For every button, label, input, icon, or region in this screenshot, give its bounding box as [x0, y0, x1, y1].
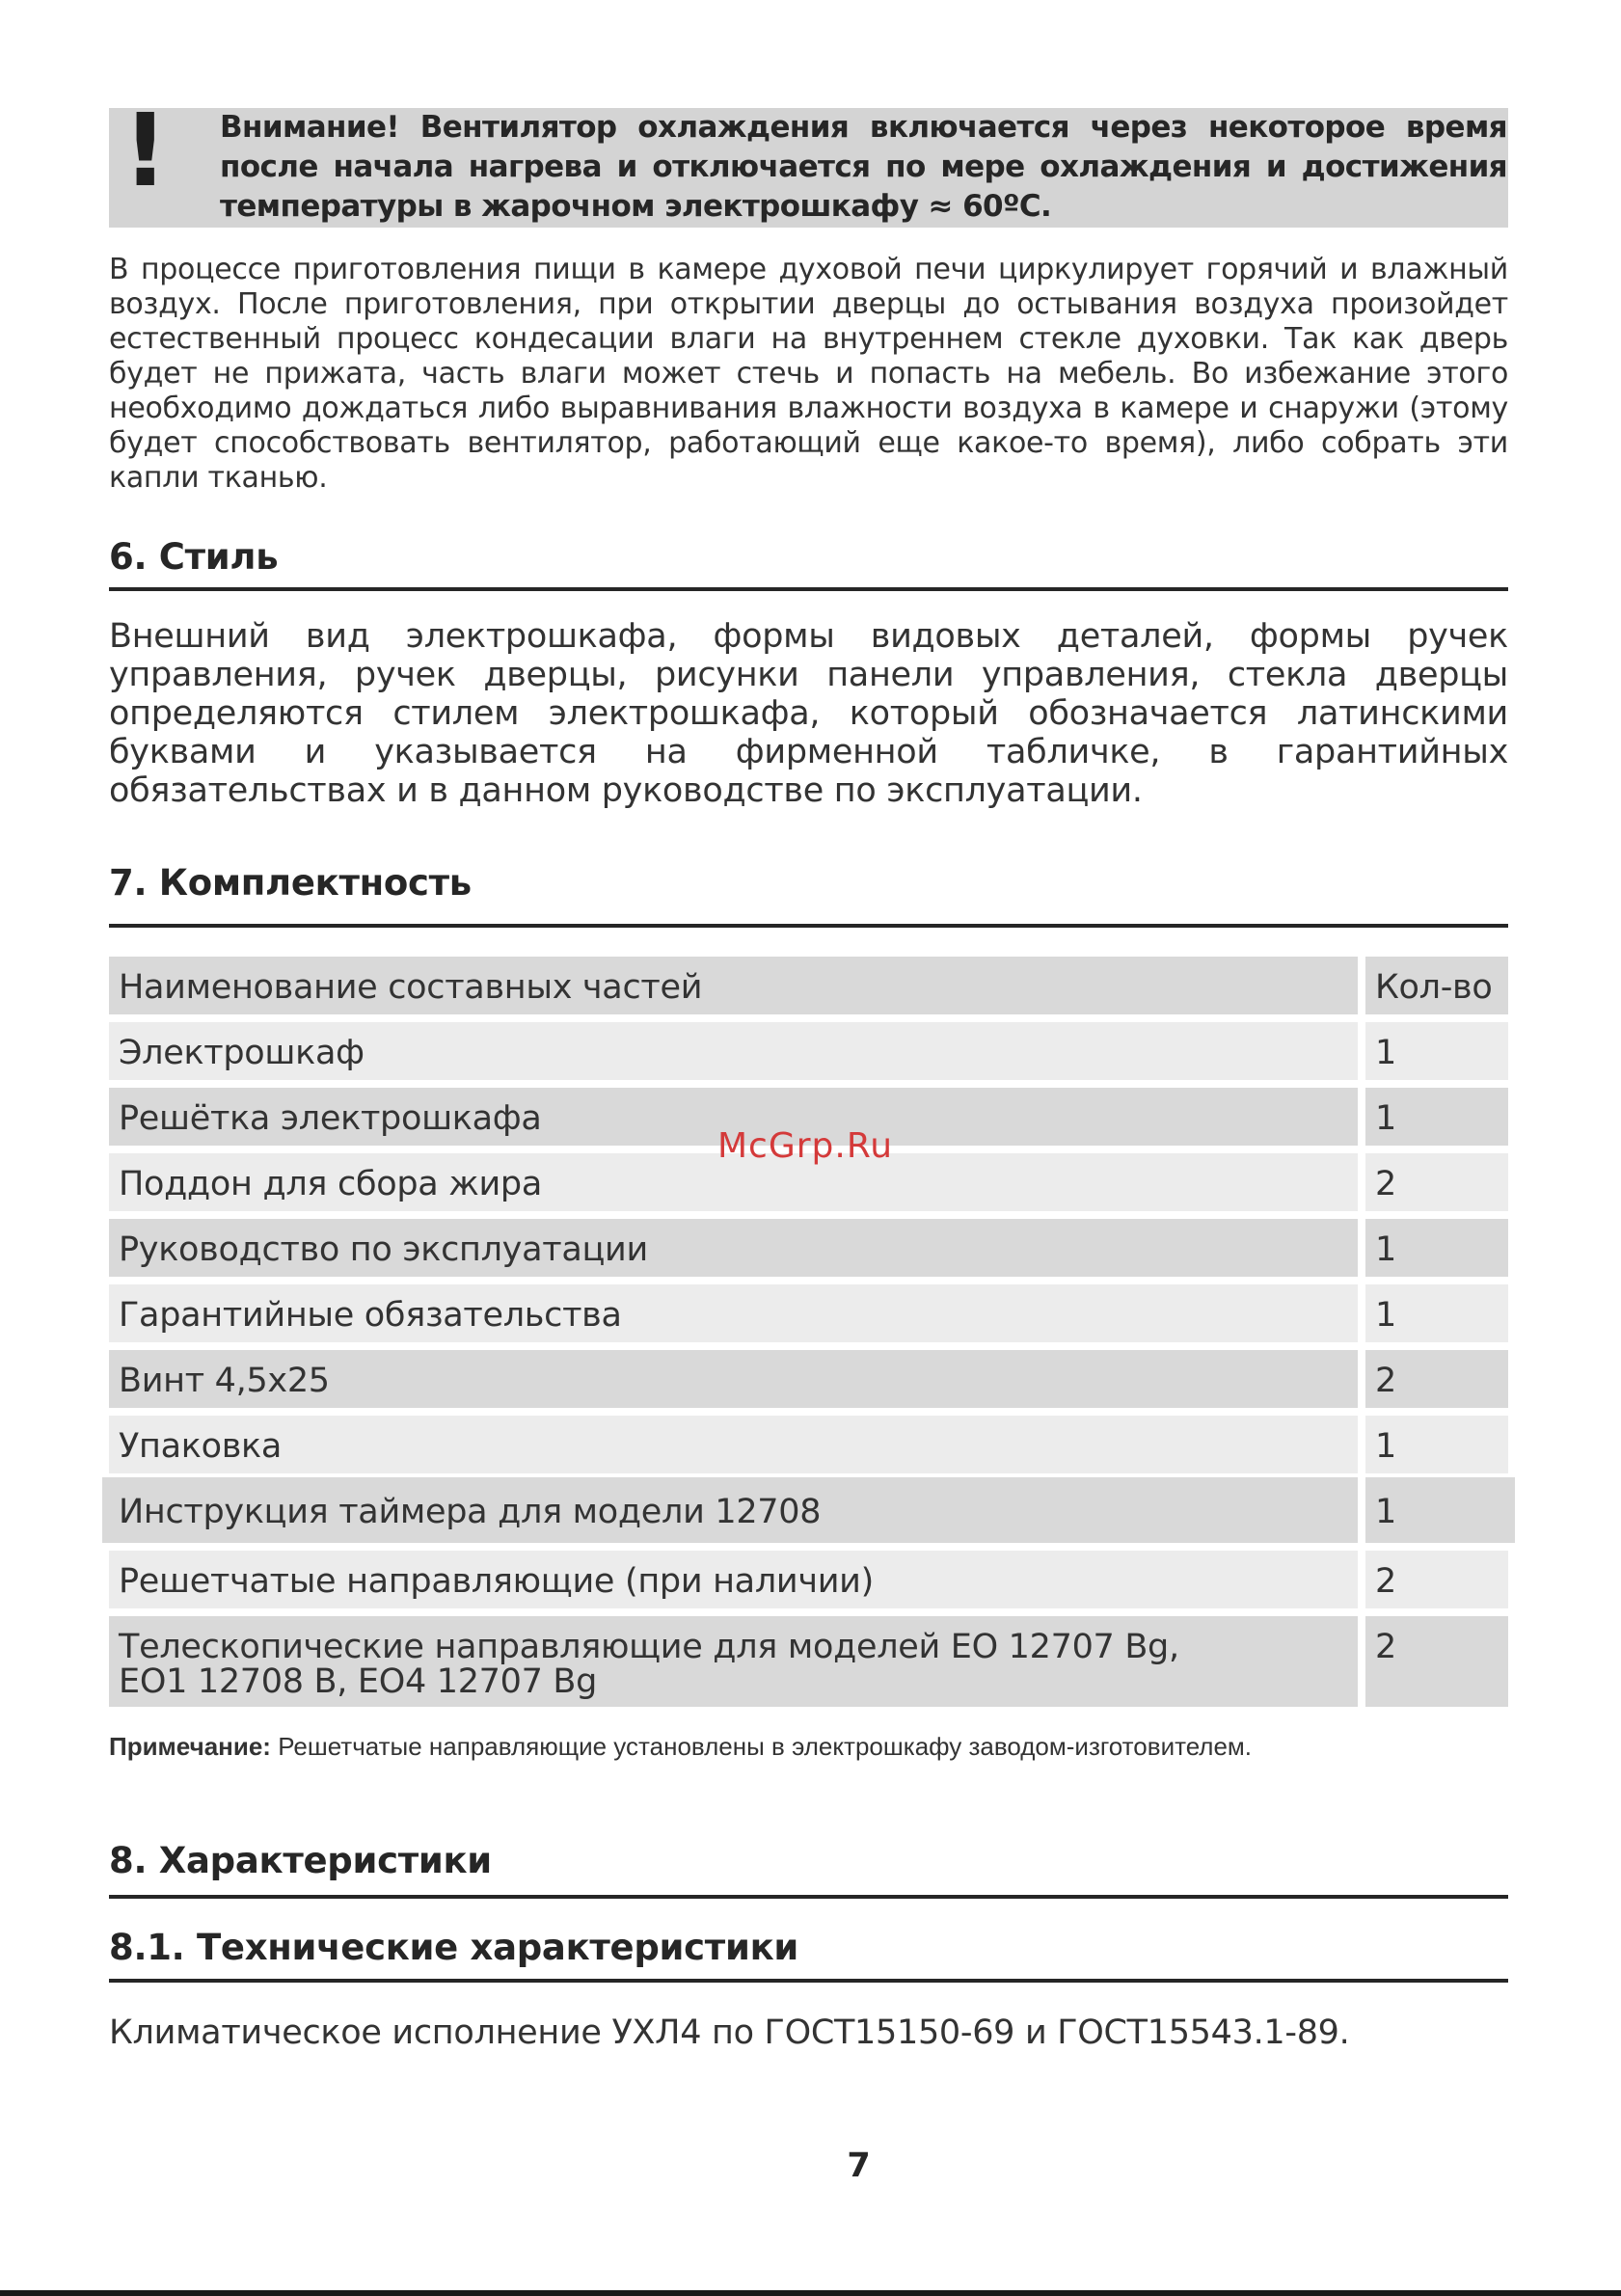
table-header-qty: Кол-во: [1375, 968, 1493, 1007]
section-6-title: 6. Стиль: [109, 536, 279, 578]
item-qty: 2: [1375, 1165, 1396, 1203]
table-cell: [1365, 1616, 1508, 1707]
table-cell: [1365, 1477, 1515, 1543]
intro-paragraph: В процессе приготовления пищи в камере духовой печи циркулирует горячий и влажный воздух. После приготовления, при открытии дверцы до остывания воздуха произойдет естественный процесс кондесации влаги на внутреннем стекле духовки. Так как дверь будет не прижата, часть влаги может стечь и попасть на мебель. Во избежание этого необходимо дождаться либо выравнивания влажности воздуха в камере и снаружи (этому будет способствовать вентилятор, работающий еще какое-то время), либо собрать эти капли тканью.: [109, 253, 1508, 495]
item-name: Поддон для сбора жира: [119, 1165, 542, 1203]
table-row: [109, 1551, 1508, 1608]
table-cell: [1365, 1219, 1508, 1277]
item-name: Инструкция таймера для модели 12708: [119, 1493, 822, 1531]
table-cell: [102, 1477, 1358, 1543]
section-7-rule: [109, 924, 1508, 928]
table-cell: [109, 1551, 1358, 1608]
table-row: [102, 1477, 1515, 1543]
note-label: Примечание:: [109, 1732, 271, 1761]
table-cell: [1365, 1551, 1508, 1608]
table-row: [109, 1350, 1508, 1408]
item-name: Руководство по эксплуатации: [119, 1230, 648, 1269]
page-number: 7: [847, 2147, 871, 2185]
table-header-cell: [1365, 957, 1508, 1014]
table-header-row: [109, 957, 1508, 1014]
table-row: [109, 1616, 1508, 1707]
table-cell: [109, 1219, 1358, 1277]
table-cell: [109, 1416, 1358, 1473]
table-cell: [1365, 1416, 1508, 1473]
item-name: Упаковка: [119, 1427, 283, 1466]
table-cell: [109, 1284, 1358, 1342]
warning-box: [109, 92, 1508, 228]
table-cell: [1365, 1153, 1508, 1211]
item-qty: 1: [1375, 1493, 1396, 1531]
item-qty: 1: [1375, 1099, 1396, 1138]
section-8-1-rule: [109, 1979, 1508, 1983]
warning-text: Внимание! Вентилятор охлаждения включается через некоторое время после начала нагрева и отключается по мере охлаждения и достижения температуры в жарочном электрошкафу ≈ 60ºС.: [220, 110, 1507, 224]
item-qty: 1: [1375, 1034, 1396, 1072]
table-note: [109, 1732, 1252, 1762]
table-row: [109, 1022, 1508, 1080]
watermark: McGrp.Ru: [717, 1126, 894, 1166]
item-qty: 1: [1375, 1230, 1396, 1269]
item-name: Гарантийные обязательства: [119, 1296, 622, 1335]
item-qty: 2: [1375, 1628, 1396, 1666]
item-name: Электрошкаф: [119, 1034, 365, 1072]
table-row: [109, 1284, 1508, 1342]
table-cell: [1365, 1284, 1508, 1342]
table-row: [109, 1219, 1508, 1277]
item-qty: 2: [1375, 1562, 1396, 1601]
item-name: Решетчатые направляющие (при наличии): [119, 1562, 874, 1601]
bottom-border: [0, 2290, 1621, 2296]
section-8-1-title: 8.1. Технические характеристики: [109, 1927, 799, 1968]
section-8-rule: [109, 1895, 1508, 1899]
item-qty: 1: [1375, 1427, 1396, 1466]
section-6-text: Внешний вид электрошкафа, формы видовых деталей, формы ручек управления, ручек дверцы, рисунки панели управления, стекла дверцы определяются стилем электрошкафа, который обозначается латинскими буквами и указывается на фирменной табличке, в гарантийных обязательствах и в данном руководстве по эксплуатации.: [109, 617, 1508, 810]
note-text: Решетчатые направляющие установлены в электрошкафу заводом-изготовителем.: [270, 1732, 1253, 1761]
table-cell: [1365, 1022, 1508, 1080]
section-7-title: 7. Комплектность: [109, 862, 472, 904]
section-8-title: 8. Характеристики: [109, 1840, 492, 1881]
section-8-1-text: Климатическое исполнение УХЛ4 по ГОСТ15150-69 и ГОСТ15543.1-89.: [109, 2013, 1350, 2052]
item-name-line2: ЕО1 12708 В, ЕО4 12707 Bg: [119, 1662, 598, 1701]
table-cell: [1365, 1088, 1508, 1146]
item-name: Решётка электрошкафа: [119, 1099, 542, 1138]
item-name: Винт 4,5х25: [119, 1362, 330, 1400]
table-cell: [109, 1022, 1358, 1080]
table-cell: [1365, 1350, 1508, 1408]
table-header-name: Наименование составных частей: [119, 968, 703, 1007]
item-qty: 2: [1375, 1362, 1396, 1400]
table-row: [109, 1416, 1508, 1473]
item-name: Телескопические направляющие для моделей ЕО 12707 Bg,: [119, 1628, 1179, 1666]
table-cell: [109, 1350, 1358, 1408]
table-header-cell: [109, 957, 1358, 1014]
item-qty: 1: [1375, 1296, 1396, 1335]
table-cell: [109, 1616, 1358, 1707]
section-6-rule: [109, 587, 1508, 591]
exclamation-icon: !: [122, 92, 169, 209]
